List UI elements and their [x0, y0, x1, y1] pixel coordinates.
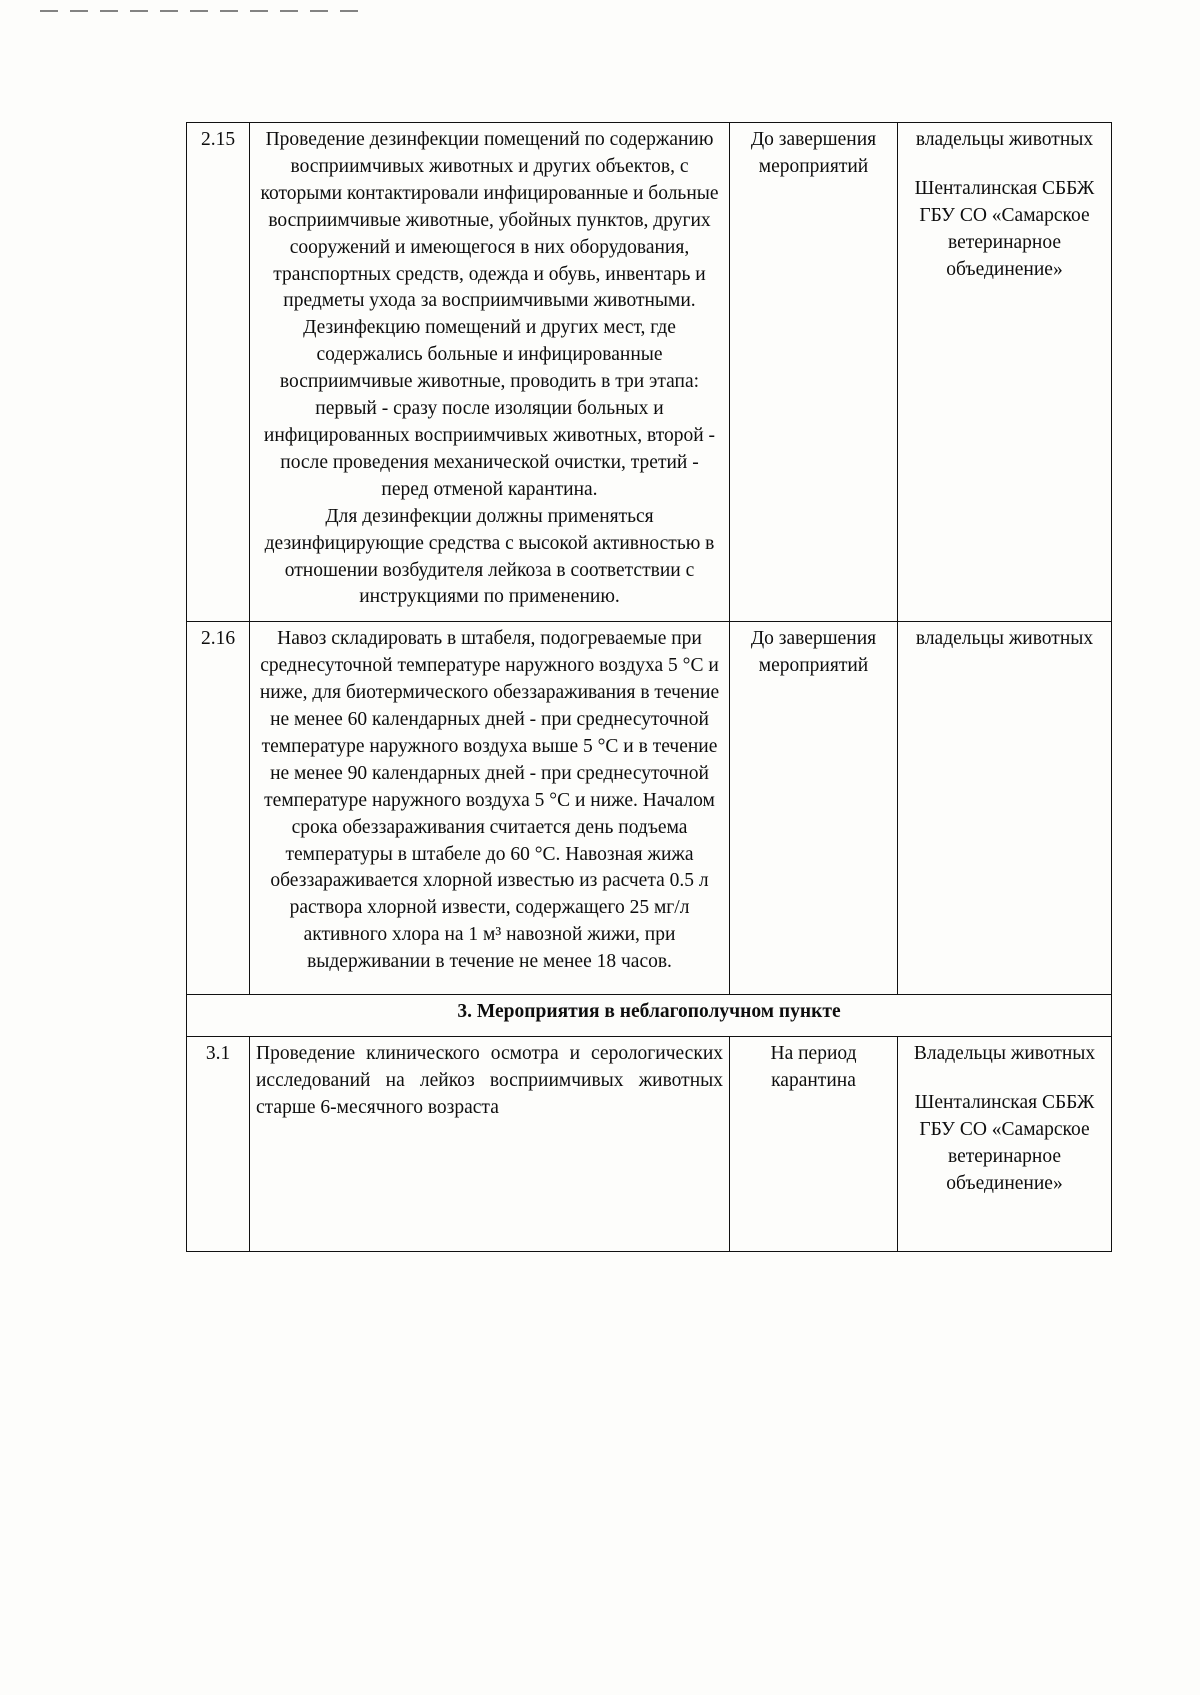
measures-table — [186, 122, 1112, 1252]
row-number: 2.16 — [187, 622, 250, 995]
responsible-main: Владельцы животных — [913, 1043, 1096, 1064]
measure-paragraph: Навоз складировать в штабеля, подогреваемые при среднесуточной температуре наружного воздуха 5 °С и ниже, для биотермического обеззараживания в течение не менее 60 календарных дней - при среднесуточной температуре наружного воздуха выше 5 °С и в течение не менее 90 календарных дней - при среднесуточной температуре наружного воздуха 5 °С и ниже. Началом срока обеззараживания считается день подъема температуры в штабеле до 60 °С. Навозная жижа обеззараживается хлорной известью из расчета 0.5 л раствора хлорной извести, содержащего 25 мг/л активного хлора на 1 м³ навозной жижи, при выдерживании в течение не менее 18 часов. — [259, 628, 720, 973]
scan-artifact-dashes — [40, 10, 360, 12]
spacer — [904, 1068, 1105, 1090]
measure-paragraph: Проведение клинического осмотра и серологических исследований на лейкоз восприимчивых животных старше 6-месячного возраста — [256, 1043, 723, 1118]
table-section-row — [187, 995, 1112, 1037]
responsible-organization: Шенталинская СББЖ ГБУ СО «Самарское ветеринарное объединение» — [914, 1091, 1095, 1194]
row-term: На период карантина — [730, 1037, 898, 1252]
row-number: 2.15 — [187, 123, 250, 622]
row-term: До завершения мероприятий — [730, 622, 898, 995]
table-row — [187, 1037, 1112, 1252]
measure-paragraph: Для дезинфекции должны применяться дезинфицирующие средства с высокой активностью в отношении возбудителя лейкоза в соответствии с инструкциями по применению. — [264, 505, 715, 608]
spacer — [904, 154, 1105, 176]
row-responsible — [898, 1037, 1112, 1252]
responsible-main: владельцы животных — [915, 129, 1094, 150]
measure-paragraph: Проведение дезинфекции помещений по содержанию восприимчивых животных и других объектов, с которыми контактировали инфицированные и больные восприимчивые животные, убойных пунктов, других сооружений и имеющегося в них оборудования, транспортных средств, одежда и обувь, инвентарь и предметы ухода за восприимчивыми животными. — [260, 129, 719, 312]
document-body — [186, 122, 1111, 1252]
row-measure-text — [250, 622, 730, 995]
row-responsible — [898, 622, 1112, 995]
row-term: До завершения мероприятий — [730, 123, 898, 622]
row-number: 3.1 — [187, 1037, 250, 1252]
measure-paragraph: Дезинфекцию помещений и других мест, где содержались больные и инфицированные восприимчивые животные, проводить в три этапа: первый - сразу после изоляции больных и инфицированных восприимчивых животных, второй - после проведения механической очистки, третий - перед отменой карантина. — [263, 317, 716, 500]
table-row — [187, 622, 1112, 995]
table-row — [187, 123, 1112, 622]
responsible-main: владельцы животных — [915, 628, 1094, 650]
row-responsible — [898, 123, 1112, 622]
row-measure-text — [250, 123, 730, 622]
responsible-organization: Шенталинская СББЖ ГБУ СО «Самарское ветеринарное объединение» — [914, 177, 1095, 280]
row-measure-text — [250, 1037, 730, 1252]
section-title: 3. Мероприятия в неблагополучном пункте — [187, 995, 1112, 1037]
